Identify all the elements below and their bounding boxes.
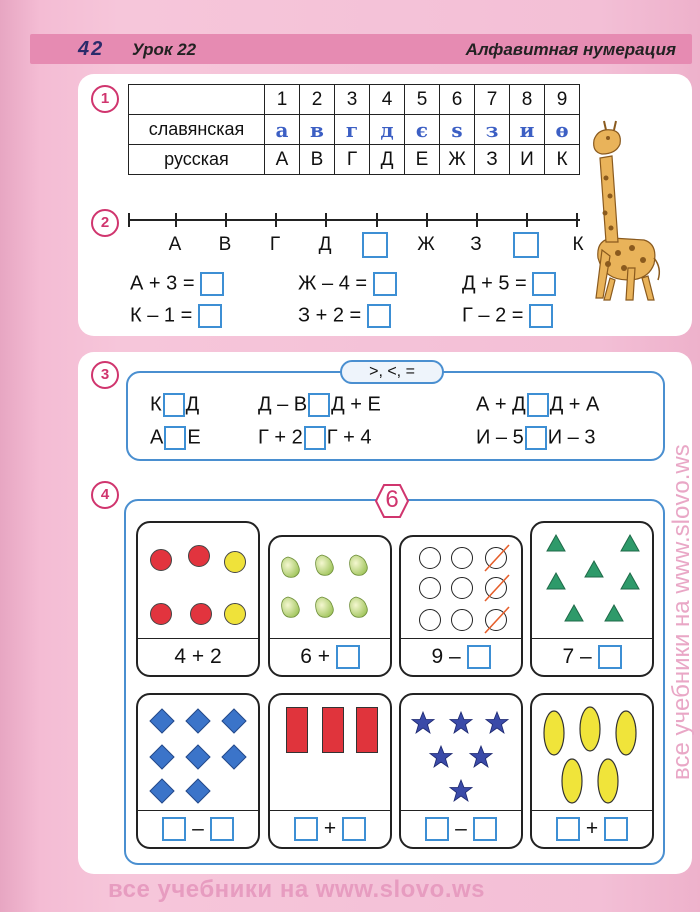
- expression: [462, 272, 556, 296]
- panel-rings: [399, 535, 523, 677]
- slavic-letter: ѳ: [545, 115, 580, 145]
- footer-watermark: все учебники на www.slovo.ws: [108, 876, 485, 903]
- tick: [225, 213, 227, 227]
- compare-right: Г + 4: [326, 426, 372, 449]
- expression: [298, 272, 397, 296]
- panel-footer: [532, 810, 652, 847]
- panel-footer: [138, 638, 258, 675]
- answer-box[interactable]: [162, 817, 186, 841]
- page-header: [30, 34, 692, 64]
- compare-box[interactable]: [304, 426, 326, 450]
- target-number: 6: [385, 486, 399, 513]
- compare-left: И – 5: [476, 426, 524, 449]
- ovals-picture: [532, 695, 652, 807]
- number-line-label: К: [572, 234, 584, 255]
- slavic-letter: є: [405, 115, 440, 145]
- panel-expression: 9 –: [431, 645, 461, 668]
- exercise-badge-4: 4: [91, 481, 119, 509]
- red-rectangle: [356, 707, 378, 753]
- page-title: Алфавитная нумерация: [465, 40, 676, 59]
- answer-box[interactable]: [513, 232, 539, 258]
- answer-box[interactable]: [556, 817, 580, 841]
- russian-letter: И: [510, 145, 545, 175]
- russian-letter: Д: [370, 145, 405, 175]
- russian-letter: А: [265, 145, 300, 175]
- slavic-letter: а: [265, 115, 300, 145]
- russian-letter: К: [545, 145, 580, 175]
- answer-box[interactable]: [294, 817, 318, 841]
- page-number: 42: [78, 38, 105, 60]
- slavic-letter: ѕ: [440, 115, 475, 145]
- answer-box[interactable]: [532, 272, 556, 296]
- number-line-label: З: [470, 234, 482, 255]
- cross-out-marks: [401, 537, 521, 637]
- table-row-numbers: [129, 85, 580, 115]
- expression: [298, 304, 391, 328]
- panel-diamonds: [136, 693, 260, 849]
- table-cell-empty: [129, 85, 265, 115]
- table-cell: 5: [405, 85, 440, 115]
- russian-letter: В: [300, 145, 335, 175]
- panel-footer: [401, 638, 521, 675]
- tick: [128, 213, 130, 227]
- red-dot: [190, 603, 212, 625]
- table-row-russian: [129, 145, 580, 175]
- expression: [130, 272, 224, 296]
- table-cell: 9: [545, 85, 580, 115]
- expression: [462, 304, 553, 328]
- slavic-letter: г: [335, 115, 370, 145]
- russian-letter: Г: [335, 145, 370, 175]
- numeration-table: [128, 84, 580, 175]
- comparison: [150, 426, 201, 450]
- expression-text: Д + 5 =: [462, 272, 527, 295]
- comparison: [476, 393, 599, 417]
- number-line-label: Г: [269, 234, 281, 255]
- panel-expression: 4 + 2: [174, 645, 222, 668]
- expression-text: З + 2 =: [298, 304, 362, 327]
- tick: [526, 213, 528, 227]
- tick: [175, 213, 177, 227]
- answer-box[interactable]: [604, 817, 628, 841]
- number-line-label: А: [168, 234, 182, 255]
- expression-text: К – 1 =: [130, 304, 193, 327]
- panel-rectangles: [268, 693, 392, 849]
- side-watermark: все учебники на www.slovo.ws: [668, 444, 695, 780]
- diamonds-picture: [138, 695, 258, 807]
- panel-footer: [270, 810, 390, 847]
- panel-footer: [270, 638, 390, 675]
- table-cell: 2: [300, 85, 335, 115]
- panel-circles: [136, 521, 260, 677]
- compare-box[interactable]: [164, 426, 186, 450]
- table-cell: 7: [475, 85, 510, 115]
- panel-pears: [268, 535, 392, 677]
- comparison: [150, 393, 199, 417]
- answer-box[interactable]: [598, 645, 622, 669]
- tick: [376, 213, 378, 227]
- answer-box[interactable]: [425, 817, 449, 841]
- slavic-letter: и: [510, 115, 545, 145]
- compare-box[interactable]: [308, 393, 330, 417]
- compare-left: А + Д: [476, 393, 526, 416]
- comparison: [476, 426, 595, 450]
- compare-left: А: [150, 426, 164, 449]
- panel-ovals: [530, 693, 654, 849]
- comparison: [258, 426, 372, 450]
- panel-expression: 7 –: [562, 645, 592, 668]
- red-dot: [150, 603, 172, 625]
- operator: –: [455, 817, 467, 840]
- panel-footer: [138, 810, 258, 847]
- panel-triangles: [530, 521, 654, 677]
- red-rectangle: [322, 707, 344, 753]
- operator: –: [192, 817, 204, 840]
- table-cell: 8: [510, 85, 545, 115]
- panel-expression: 6 +: [300, 645, 330, 668]
- panel-footer: [401, 810, 521, 847]
- answer-box[interactable]: [467, 645, 491, 669]
- expression-text: А + 3 =: [130, 272, 195, 295]
- red-rectangle: [286, 707, 308, 753]
- slavic-letter: д: [370, 115, 405, 145]
- answer-box[interactable]: [367, 304, 391, 328]
- compare-left: Г + 2: [258, 426, 303, 449]
- answer-box[interactable]: [336, 645, 360, 669]
- tick: [325, 213, 327, 227]
- compare-right: Д + Е: [331, 393, 381, 416]
- compare-box[interactable]: [163, 393, 185, 417]
- expression-text: Г – 2 =: [462, 304, 524, 327]
- signs-hint: >, <, =: [340, 360, 444, 384]
- slavic-letter: в: [300, 115, 335, 145]
- panel-stars: [399, 693, 523, 849]
- answer-box[interactable]: [200, 272, 224, 296]
- answer-box[interactable]: [198, 304, 222, 328]
- giraffe-illustration: [588, 118, 664, 304]
- expression-text: Ж – 4 =: [298, 272, 368, 295]
- row-label: славянская: [129, 115, 265, 145]
- compare-box[interactable]: [527, 393, 549, 417]
- number-line-label: Ж: [417, 234, 435, 255]
- answer-box[interactable]: [362, 232, 388, 258]
- exercise-badge-2: 2: [91, 209, 119, 237]
- red-dot: [150, 549, 172, 571]
- russian-letter: З: [475, 145, 510, 175]
- compare-right: Е: [187, 426, 201, 449]
- answer-box[interactable]: [342, 817, 366, 841]
- russian-letter: Е: [405, 145, 440, 175]
- number-line-label: В: [218, 234, 232, 255]
- answer-box[interactable]: [529, 304, 553, 328]
- russian-letter: Ж: [440, 145, 475, 175]
- compare-left: К: [150, 393, 162, 416]
- yellow-dot: [224, 603, 246, 625]
- number-line-label: Д: [318, 234, 332, 255]
- panel-footer: [532, 638, 652, 675]
- red-dot: [188, 545, 210, 567]
- stars-picture: [401, 695, 521, 807]
- pears-picture: [270, 537, 390, 637]
- comparison: [258, 393, 381, 417]
- row-label: русская: [129, 145, 265, 175]
- answer-box[interactable]: [373, 272, 397, 296]
- lesson-label: Урок 22: [132, 40, 197, 59]
- table-cell: 6: [440, 85, 475, 115]
- table-cell: 3: [335, 85, 370, 115]
- operator: +: [585, 817, 599, 840]
- tick: [426, 213, 428, 227]
- table-row-slavic: [129, 115, 580, 145]
- table-cell: 1: [265, 85, 300, 115]
- exercise-badge-3: 3: [91, 361, 119, 389]
- triangles-picture: [532, 523, 652, 633]
- answer-box[interactable]: [473, 817, 497, 841]
- operator: +: [323, 817, 337, 840]
- tick: [275, 213, 277, 227]
- table-cell: 4: [370, 85, 405, 115]
- compare-left: Д – В: [258, 393, 308, 416]
- compare-box[interactable]: [525, 426, 547, 450]
- yellow-dot: [224, 551, 246, 573]
- number-line: [128, 219, 580, 221]
- answer-box[interactable]: [210, 817, 234, 841]
- exercise-badge-1: 1: [91, 85, 119, 113]
- compare-right: И – 3: [547, 426, 596, 449]
- tick: [576, 213, 578, 227]
- slavic-letter: з: [475, 115, 510, 145]
- compare-right: Д + А: [549, 393, 600, 416]
- compare-right: Д: [185, 393, 200, 416]
- tick: [476, 213, 478, 227]
- expression: [130, 304, 222, 328]
